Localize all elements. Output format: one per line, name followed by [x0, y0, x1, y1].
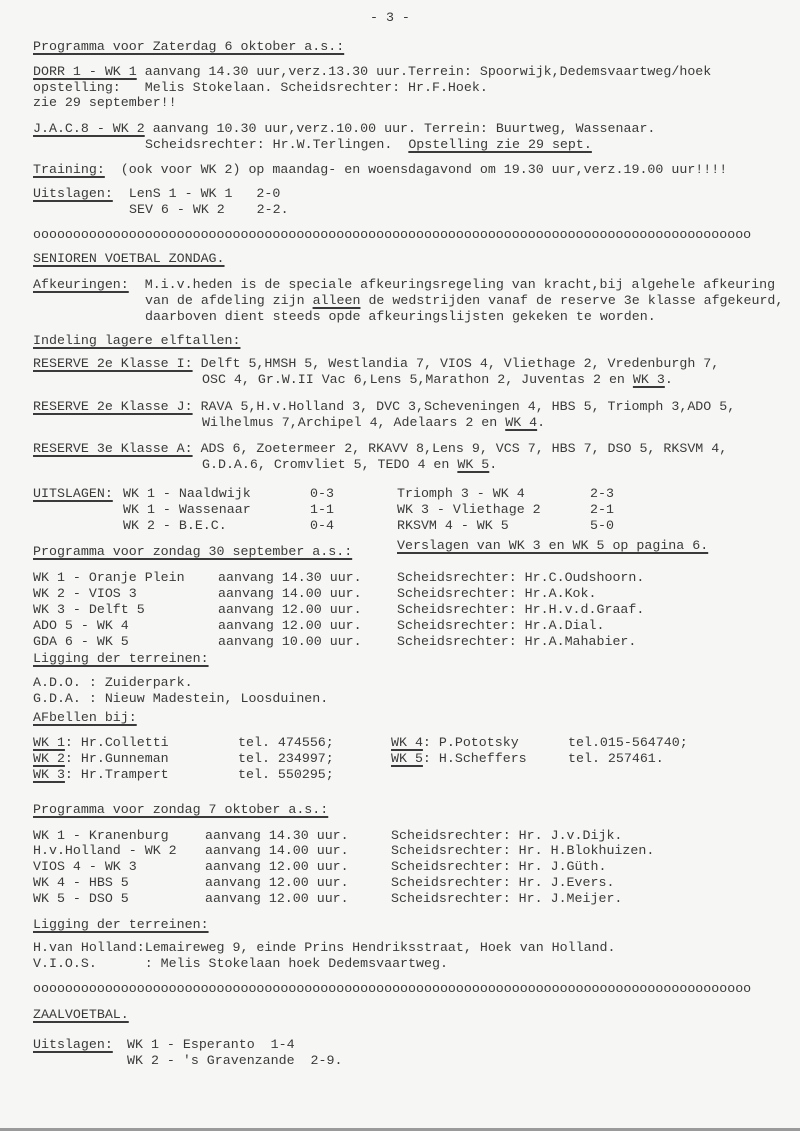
referee: Scheidsrechter: Hr. H.Blokhuizen.: [391, 843, 655, 858]
contact-team: WK 2: [33, 751, 65, 766]
uitslagen-label: UITSLAGEN:: [33, 486, 113, 501]
indeling-heading: Indeling lagere elftallen:: [33, 333, 241, 348]
contact-name: : Hr.Colletti: [64, 735, 169, 750]
afkeuringen-label: Afkeuringen:: [33, 277, 129, 292]
contact: [33, 767, 169, 783]
result-match: RKSVM 4 - WK 5: [397, 518, 509, 533]
referee: Scheidsrechter: Hr.A.Mahabier.: [397, 634, 637, 649]
klasse-line2: [202, 372, 673, 388]
afkeuringen-line2: [145, 293, 783, 309]
zaterdag-results-line: [33, 186, 280, 202]
match: WK 3 - Delft 5: [33, 602, 145, 617]
location: V.I.O.S. : Melis Stokelaan hoek Dedemsvaartweg.: [33, 956, 448, 971]
jac-match: J.A.C.8 - WK 2: [33, 121, 145, 136]
kickoff: aanvang 14.30 uur.: [205, 828, 349, 843]
match: WK 1 - Kranenburg: [33, 828, 169, 843]
afkeuringen-line1: [33, 277, 775, 293]
referee: Scheidsrechter: Hr. J.Evers.: [391, 875, 615, 890]
result-match: Triomph 3 - WK 4: [397, 486, 525, 501]
separator: oooooooooooooooooooooooooooooooooooooooooooooooooooooooooooooooooooooooooooooooooooooooooo: [33, 227, 752, 242]
jac-line2: [145, 137, 592, 153]
kickoff: aanvang 12.00 uur.: [218, 602, 362, 617]
contact-phone: tel. 474556;: [238, 735, 334, 750]
contact-name: : Hr.Gunneman: [64, 751, 169, 766]
referee: Scheidsrechter: Hr.A.Dial.: [397, 618, 605, 633]
punct: .: [664, 372, 673, 387]
match: ADO 5 - WK 4: [33, 618, 129, 633]
contact-phone: tel.015-564740;: [568, 735, 688, 750]
referee: Scheidsrechter: Hr. J.Güth.: [391, 859, 607, 874]
contact: [391, 735, 519, 751]
training-label: Training:: [33, 162, 105, 177]
kickoff: aanvang 14.30 uur.: [218, 570, 362, 585]
afkeuringen-line3: daarboven dient steeds opde afkeuringslijsten gekeken te worden.: [145, 309, 656, 324]
result-score: 0-4: [310, 518, 334, 533]
klasse-teams: G.D.A.6, Cromvliet 5, TEDO 4 en: [202, 457, 458, 472]
klasse-teams: ADS 6, Zoetermeer 2, RKAVV 8,Lens 9, VCS 7, HBS 7, DSO 5, RKSVM 4,: [192, 441, 728, 456]
result-score: 5-0: [590, 518, 614, 533]
contact: [391, 751, 527, 767]
jac-text: aanvang 10.30 uur,verz.10.00 uur. Terrein: Buurtweg, Wassenaar.: [144, 121, 656, 136]
afkeuringen-text: M.i.v.heden is de speciale afkeuringsregeling van kracht,bij algehele afkeuring: [128, 277, 776, 292]
referee: Scheidsrechter: Hr.A.Kok.: [397, 586, 597, 601]
section-heading-zaalvoetbal: ZAALVOETBAL.: [33, 1007, 129, 1022]
match: WK 4 - HBS 5: [33, 875, 129, 890]
result-score: 2-3: [590, 486, 614, 501]
contact-team: WK 1: [33, 735, 65, 750]
ligging-heading: Ligging der terreinen:: [33, 651, 209, 666]
section-heading-zondag30: Programma voor zondag 30 september a.s.:: [33, 544, 353, 559]
klasse-line2: [202, 415, 545, 431]
kickoff: aanvang 14.00 uur.: [205, 843, 349, 858]
match: VIOS 4 - WK 3: [33, 859, 137, 874]
afbellen-heading: AFbellen bij:: [33, 710, 137, 725]
contact-team: WK 5: [391, 751, 423, 766]
referee: Scheidsrechter: Hr. J.v.Dijk.: [391, 828, 623, 843]
dorr-match: DORR 1 - WK 1: [33, 64, 137, 79]
punct: .: [489, 457, 498, 472]
dorr-text: aanvang 14.30 uur,verz.13.30 uur.Terrein: Spoorwijk,Dedemsvaartweg/hoek: [136, 64, 712, 79]
contact: [33, 751, 169, 767]
match: H.v.Holland - WK 2: [33, 843, 177, 858]
klasse-teams: Wilhelmus 7,Archipel 4, Adelaars 2 en: [202, 415, 506, 430]
klasse-label: RESERVE 2e Klasse I:: [33, 356, 193, 371]
kickoff: aanvang 10.00 uur.: [218, 634, 362, 649]
klasse-line2: [202, 457, 497, 473]
page-number: - 3 -: [370, 10, 410, 25]
result-match: WK 2 - B.E.C.: [123, 518, 227, 533]
dorr-line2: opstelling: Melis Stokelaan. Scheidsrechter: Hr.F.Hoek.: [33, 80, 488, 95]
match: GDA 6 - WK 5: [33, 634, 129, 649]
result-score: 0-3: [310, 486, 334, 501]
kickoff: aanvang 14.00 uur.: [218, 586, 362, 601]
location: H.van Holland:Lemaireweg 9, einde Prins Hendriksstraat, Hoek van Holland.: [33, 940, 616, 955]
result: SEV 6 - WK 2 2-2.: [129, 202, 289, 217]
training-text: (ook voor WK 2) op maandag- en woensdagavond om 19.30 uur,verz.19.00 uur!!!!: [104, 162, 728, 177]
uitslagen-label: Uitslagen:: [33, 186, 113, 201]
contact-name: : Hr.Trampert: [64, 767, 169, 782]
referee: Scheidsrechter: Hr.C.Oudshoorn.: [397, 570, 645, 585]
klasse-teams: RAVA 5,H.v.Holland 3, DVC 3,Scheveningen 4, HBS 5, Triomph 3,ADO 5,: [192, 399, 736, 414]
emphasis: alleen: [312, 293, 361, 308]
klasse-line1: [33, 356, 719, 372]
separator: oooooooooooooooooooooooooooooooooooooooooooooooooooooooooooooooooooooooooooooooooooooooooo: [33, 981, 752, 996]
klasse-line1: [33, 399, 735, 415]
contact-phone: tel. 550295;: [238, 767, 334, 782]
text: de wedstrijden vanaf de reserve 3e klasse afgekeurd,: [360, 293, 784, 308]
training-line: [33, 162, 727, 178]
uitslagen-label: Uitslagen:: [33, 1037, 113, 1052]
contact-phone: tel. 234997;: [238, 751, 334, 766]
klasse-team-wk: WK 3: [632, 372, 665, 387]
section-heading-zaterdag: Programma voor Zaterdag 6 oktober a.s.:: [33, 39, 345, 54]
contact-phone: tel. 257461.: [568, 751, 664, 766]
result-match: WK 3 - Vliethage 2: [397, 502, 541, 517]
match: WK 1 - Oranje Plein: [33, 570, 185, 585]
klasse-line1: [33, 441, 727, 457]
result-score: 1-1: [310, 502, 334, 517]
klasse-team-wk: WK 5: [457, 457, 490, 472]
location: A.D.O. : Zuiderpark.: [33, 675, 193, 690]
klasse-label: RESERVE 2e Klasse J:: [33, 399, 193, 414]
kickoff: aanvang 12.00 uur.: [218, 618, 362, 633]
referee: Scheidsrechter: Hr.H.v.d.Graaf.: [397, 602, 645, 617]
section-heading-zondag7: Programma voor zondag 7 oktober a.s.:: [33, 802, 329, 817]
result: WK 2 - 's Gravenzande 2-9.: [127, 1053, 343, 1068]
kickoff: aanvang 12.00 uur.: [205, 859, 349, 874]
location: G.D.A. : Nieuw Madestein, Loosduinen.: [33, 691, 329, 706]
klasse-teams: OSC 4, Gr.W.II Vac 6,Lens 5,Marathon 2, Juventas 2 en: [202, 372, 633, 387]
result-match: WK 1 - Wassenaar: [123, 502, 251, 517]
section-heading-senioren: SENIOREN VOETBAL ZONDAG.: [33, 251, 225, 266]
contact-team: WK 3: [33, 767, 65, 782]
jac-referee: Scheidsrechter: Hr.W.Terlingen.: [145, 137, 409, 152]
contact-name: : H.Scheffers: [422, 751, 527, 766]
contact-team: WK 4: [391, 735, 423, 750]
referee: Scheidsrechter: Hr. J.Meijer.: [391, 891, 623, 906]
result: LenS 1 - WK 1 2-0: [112, 186, 281, 201]
result-score: 2-1: [590, 502, 614, 517]
klasse-teams: Delft 5,HMSH 5, Westlandia 7, VIOS 4, Vliethage 2, Vredenburgh 7,: [192, 356, 720, 371]
match: WK 2 - VIOS 3: [33, 586, 137, 601]
kickoff: aanvang 12.00 uur.: [205, 891, 349, 906]
kickoff: aanvang 12.00 uur.: [205, 875, 349, 890]
punct: .: [537, 415, 546, 430]
jac-opstelling: Opstelling zie 29 sept.: [408, 137, 592, 152]
klasse-label: RESERVE 3e Klasse A:: [33, 441, 193, 456]
dorr-line: [33, 64, 711, 80]
verslagen-note: Verslagen van WK 3 en WK 5 op pagina 6.: [397, 538, 709, 553]
jac-line: [33, 121, 655, 137]
klasse-team-wk: WK 4: [505, 415, 538, 430]
contact: [33, 735, 169, 751]
result-match: WK 1 - Naaldwijk: [123, 486, 251, 501]
contact-name: : P.Pototsky: [422, 735, 519, 750]
text: van de afdeling zijn: [145, 293, 313, 308]
ligging-heading: Ligging der terreinen:: [33, 917, 209, 932]
result: WK 1 - Esperanto 1-4: [127, 1037, 295, 1052]
dorr-line3: zie 29 september!!: [33, 95, 177, 110]
match: WK 5 - DSO 5: [33, 891, 129, 906]
